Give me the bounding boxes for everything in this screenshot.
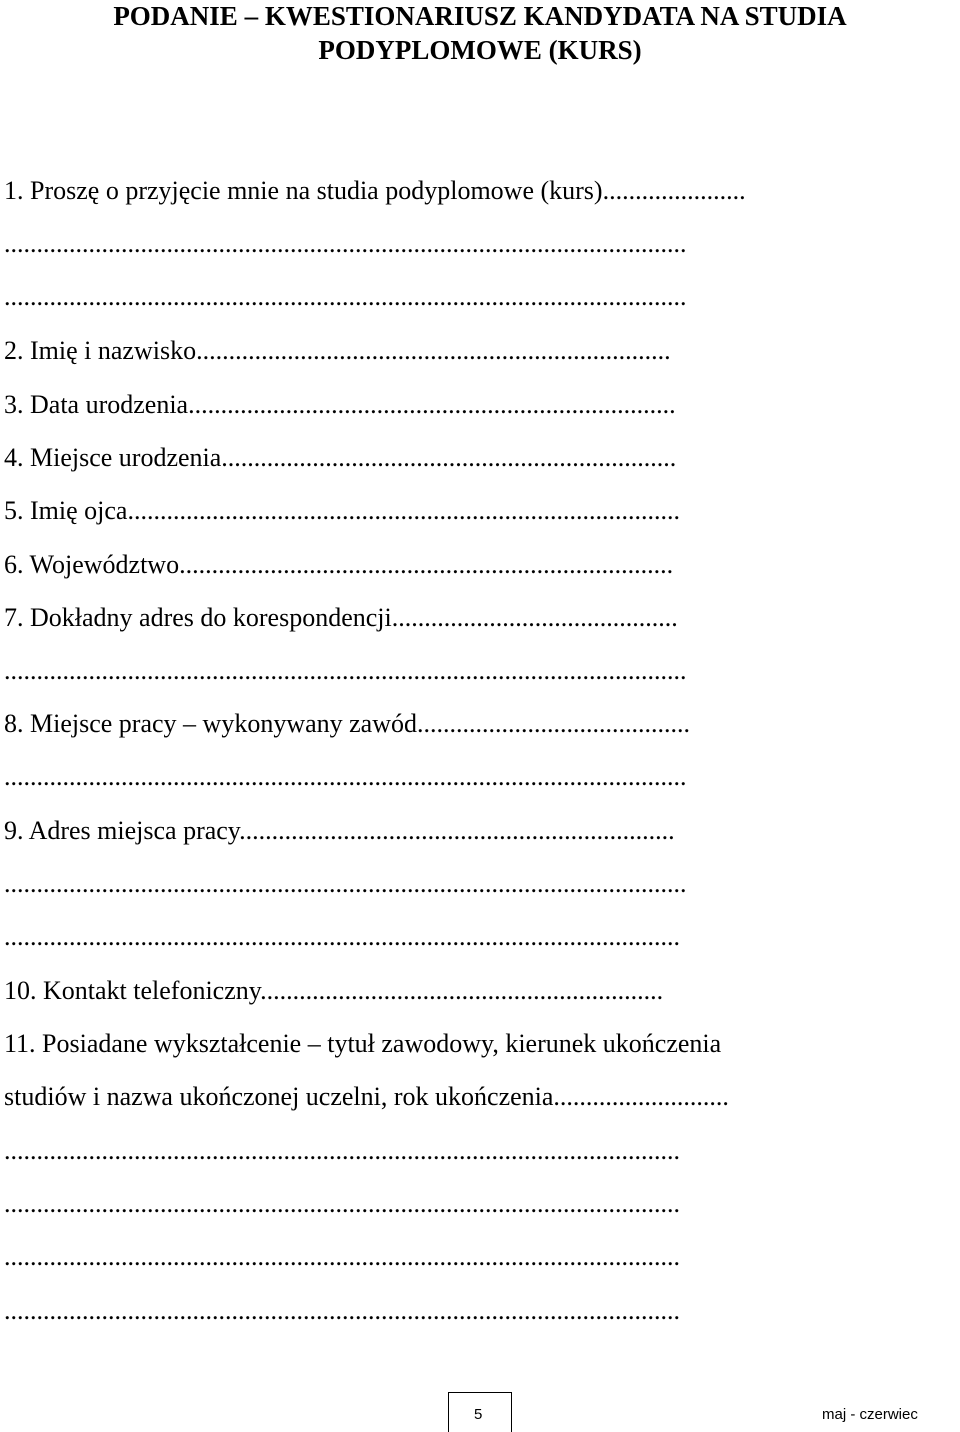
form-line-9-work-address: 9. Adres miejsca pracy................................................................... [4,816,675,845]
form-line-8-workplace: 8. Miejsce pracy – wykonywany zawód.......................................... [4,709,690,738]
form-line-6-voivodeship: 6. Województwo............................................................................ [4,550,674,579]
form-line-10-phone: 10. Kontakt telefoniczny.............................................................. [4,976,664,1005]
form-line-11-blank-1: ........................................................................................................ [4,1136,680,1165]
form-line-1-program: 1. Proszę o przyjęcie mnie na studia podyplomowe (kurs)...................... [4,176,746,205]
form-line-11-education-cont: studiów i nazwa ukończonej uczelni, rok ukończenia........................... [4,1082,729,1111]
form-line-11-blank-3: ........................................................................................................ [4,1242,680,1271]
form-line-1-continuation: ......................................................................................................... [4,229,687,258]
form-line-9-continuation-2: ........................................................................................................ [4,922,680,951]
form-line-4-birth-place: 4. Miejsce urodzenia...................................................................... [4,443,677,472]
form-line-1-continuation-2: ......................................................................................................... [4,282,687,311]
page-number: 5 [474,1406,483,1423]
footer-period: maj - czerwiec [822,1406,918,1423]
form-line-11-education: 11. Posiadane wykształcenie – tytuł zawodowy, kierunek ukończenia [4,1029,722,1058]
form-line-9-continuation: ......................................................................................................... [4,869,687,898]
document-title-line-2: PODYPLOMOWE (KURS) [318,35,642,65]
form-line-7-address: 7. Dokładny adres do korespondencji............................................ [4,603,678,632]
form-line-3-birth-date: 3. Data urodzenia........................................................................... [4,390,676,419]
document-title-line-1: PODANIE – KWESTIONARIUSZ KANDYDATA NA STUDIA [113,1,847,31]
form-line-11-blank-2: ........................................................................................................ [4,1189,680,1218]
form-line-2-name: 2. Imię i nazwisko......................................................................... [4,336,671,365]
form-line-5-father-name: 5. Imię ojca..................................................................................... [4,496,680,525]
form-line-8-continuation: ......................................................................................................... [4,762,687,791]
form-line-11-blank-4: ........................................................................................................ [4,1296,680,1325]
form-line-7-continuation: ......................................................................................................... [4,656,687,685]
